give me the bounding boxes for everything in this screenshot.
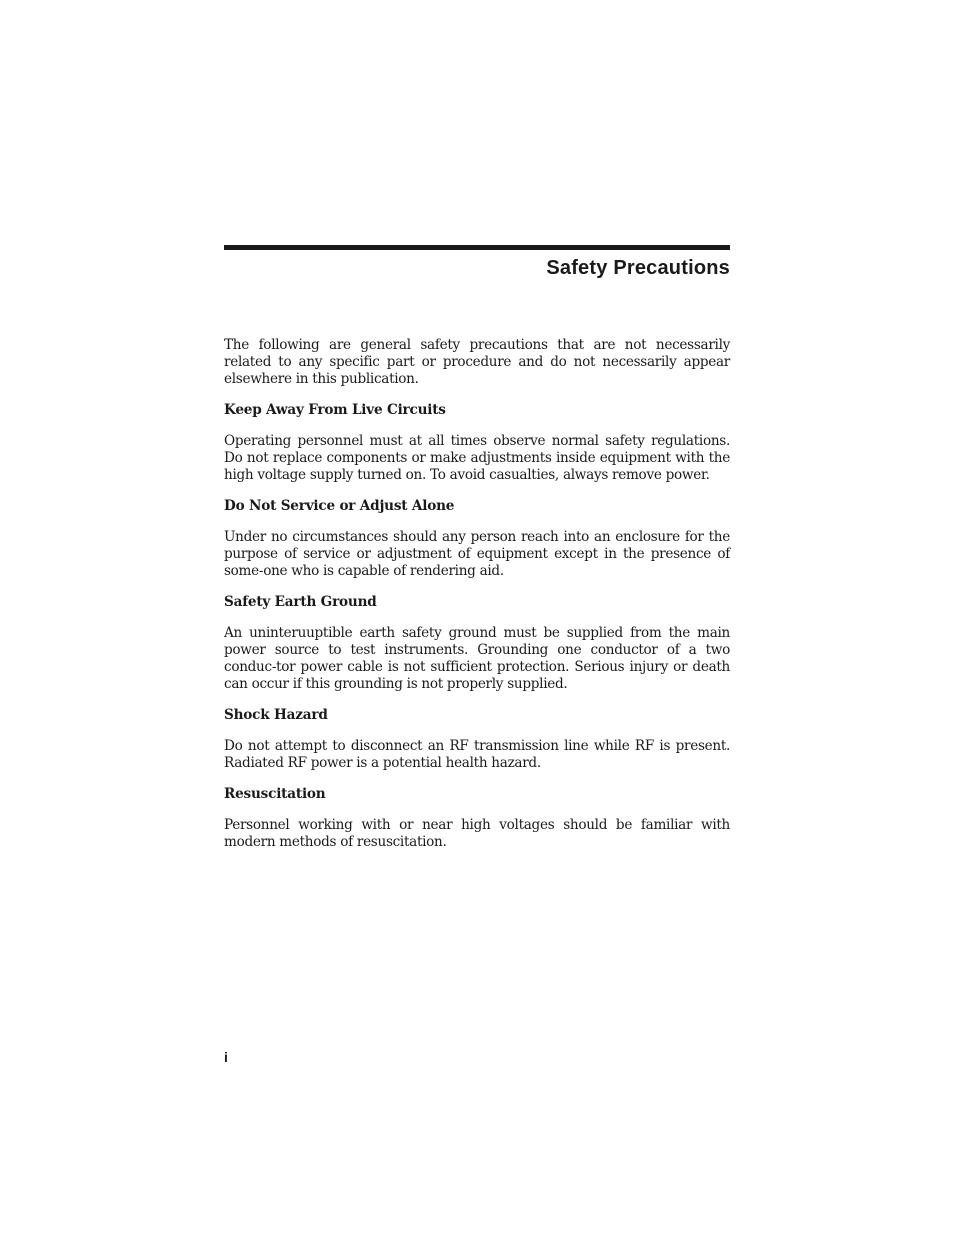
section-heading: Resuscitation — [224, 786, 326, 802]
section-resuscitation — [224, 786, 730, 851]
section-service-alone — [224, 498, 730, 580]
intro-paragraph: The following are general safety precautions that are not necessarily related to any specific part or procedure and do not necessarily appear elsewhere in this publication. — [224, 337, 730, 387]
section-heading: Keep Away From Live Circuits — [224, 402, 446, 418]
section-earth-ground — [224, 594, 730, 693]
header-rule — [224, 245, 730, 250]
section-live-circuits — [224, 402, 730, 484]
section-heading: Shock Hazard — [224, 707, 328, 723]
page-number: i — [224, 1049, 228, 1065]
section-body: Under no circumstances should any person reach into an enclosure for the purpose of service or adjustment of equipment except in the presence of some-one who is capable of rendering aid. — [224, 529, 730, 579]
document-body — [224, 337, 730, 851]
section-body: Do not attempt to disconnect an RF transmission line while RF is present. Radiated RF power is a potential health hazard. — [224, 738, 730, 771]
section-heading: Do Not Service or Adjust Alone — [224, 498, 455, 514]
section-body: An uninteruuptible earth safety ground must be supplied from the main power source to test instruments. Grounding one conductor of a two conduc-tor power cable is not sufficient protection. Serious injury or death can occur if this grounding is not properly supplied. — [224, 625, 730, 692]
section-body: Operating personnel must at all times observe normal safety regulations. Do not replace components or make adjustments inside equipment with the high voltage supply turned on. To avoid casualties, always remove power. — [224, 433, 730, 483]
section-shock-hazard — [224, 707, 730, 772]
section-body: Personnel working with or near high voltages should be familiar with modern methods of resuscitation. — [224, 817, 730, 850]
document-page — [224, 245, 730, 865]
section-heading: Safety Earth Ground — [224, 594, 377, 610]
page-title: Safety Precautions — [546, 257, 730, 279]
